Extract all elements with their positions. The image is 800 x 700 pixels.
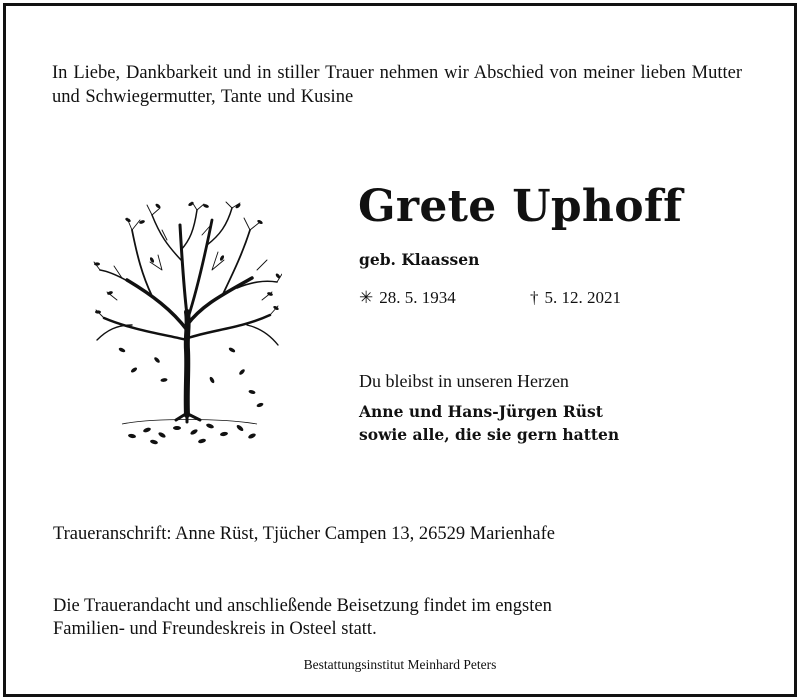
- death-date-line: [530, 288, 621, 308]
- birth-date-line: [359, 288, 456, 308]
- maiden-name: geb. Klaassen: [359, 250, 480, 269]
- mourning-address: Traueranschrift: Anne Rüst, Tjücher Campen 13, 26529 Marienhafe: [53, 524, 555, 544]
- service-line: Die Trauerandacht und anschließende Beisetzung findet im engsten: [53, 596, 552, 616]
- mourner-line: Anne und Hans-Jürgen Rüst: [359, 402, 603, 421]
- mourner-line: sowie alle, die sie gern hatten: [359, 425, 620, 444]
- undertaker-credit: Bestattungsinstitut Meinhard Peters: [303, 657, 497, 672]
- service-line: Familien- und Freundeskreis in Osteel statt.: [53, 619, 377, 639]
- service-notice: [53, 595, 693, 641]
- birth-star-icon: ✳: [359, 288, 374, 307]
- death-date: 5. 12. 2021: [544, 288, 621, 307]
- tree-with-falling-leaves-icon: [92, 200, 282, 450]
- intro-text: In Liebe, Dankbarkeit und in stiller Trauer nehmen wir Abschied von meiner lieben Mutter und Schwiegermutter, Tante und Kusine: [52, 63, 742, 107]
- deceased-name: Grete Uphoff: [358, 181, 683, 232]
- death-cross-icon: †: [530, 288, 539, 307]
- mourners-block: [359, 400, 619, 446]
- memorial-line: Du bleibst in unseren Herzen: [359, 371, 569, 391]
- birth-date: 28. 5. 1934: [379, 288, 456, 307]
